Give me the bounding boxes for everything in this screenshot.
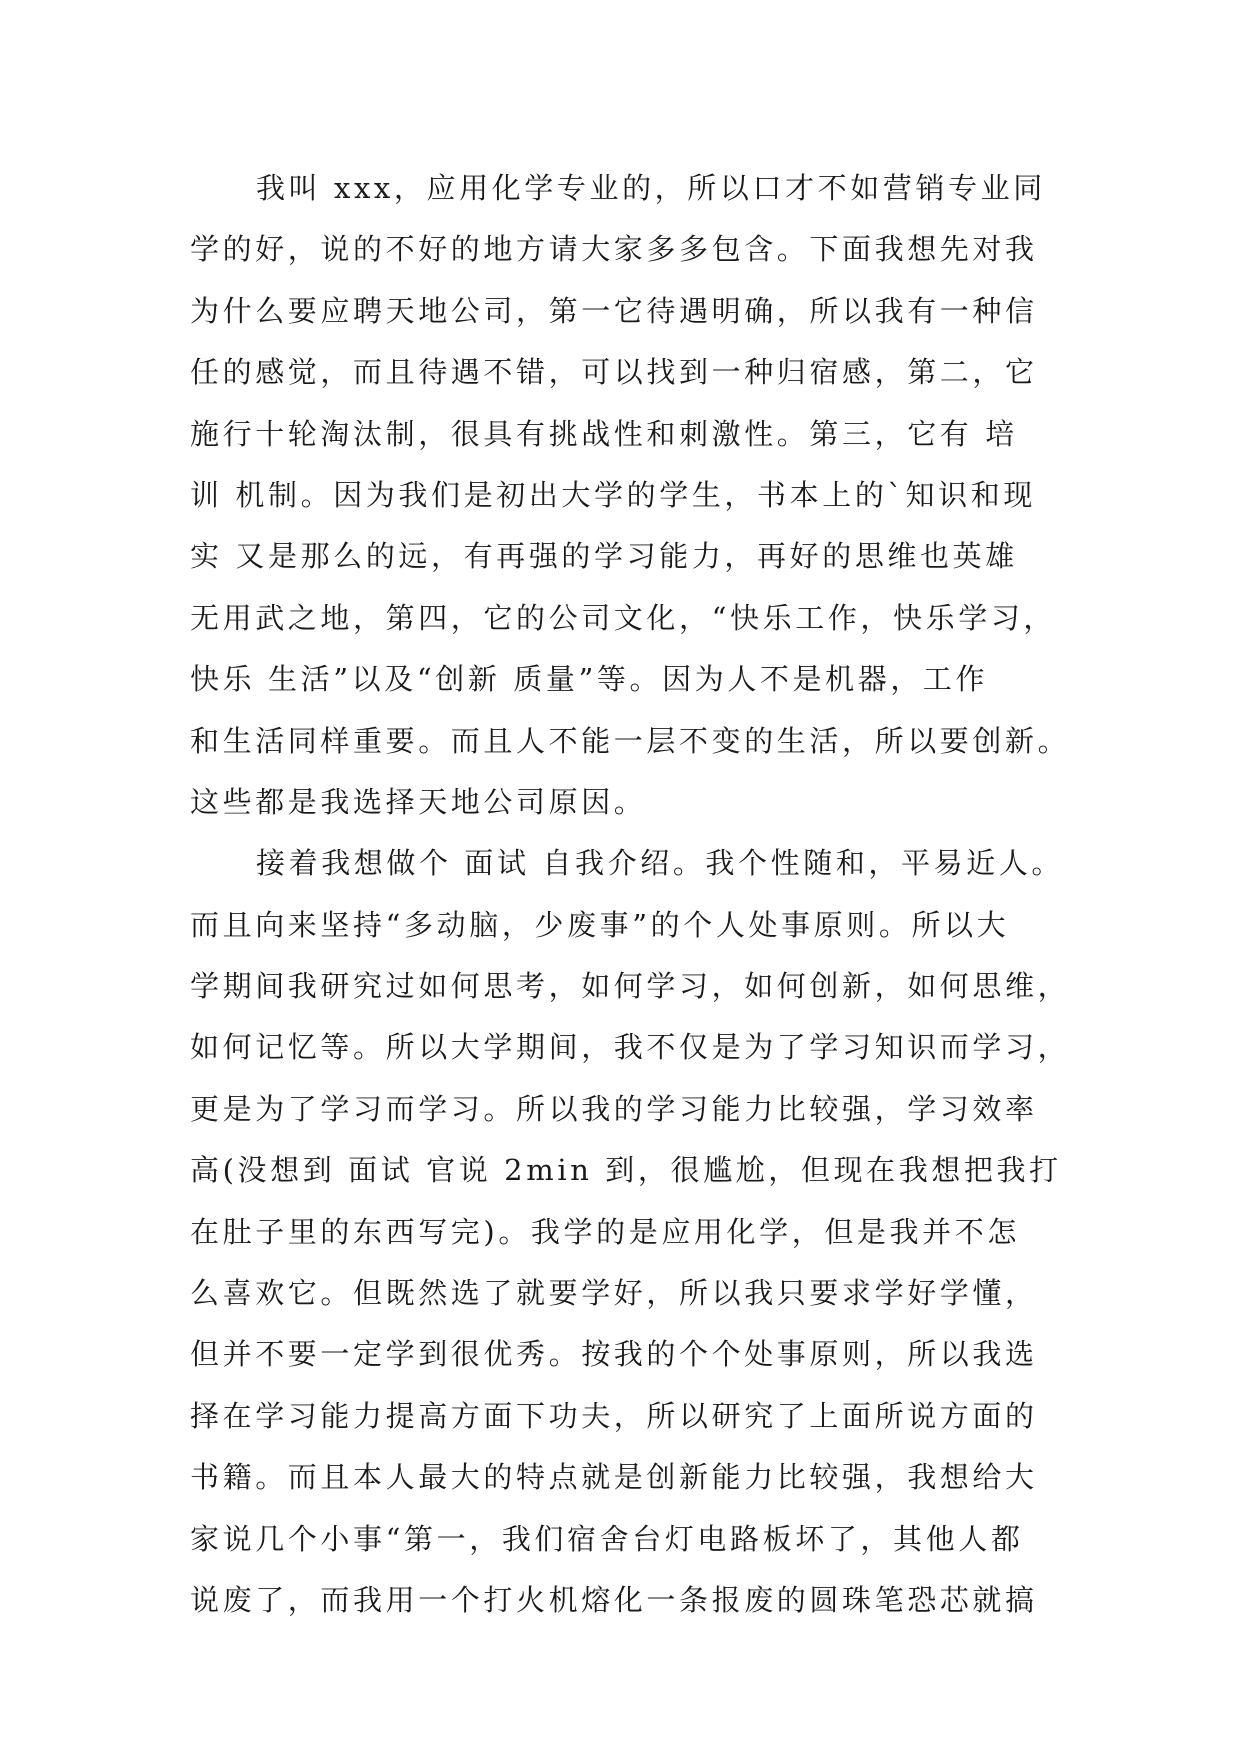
- paragraph-line: 实 又是那么的远，有再强的学习能力，再好的思维也英雄: [190, 539, 1018, 574]
- paragraph-line: 训 机制。因为我们是初出大学的学生，书本上的`知识和现: [190, 477, 1036, 512]
- paragraph-line: 如何记忆等。所以大学期间，我不仅是为了学习知识而学习，: [190, 1030, 1071, 1065]
- paragraph-2: [190, 833, 1071, 1631]
- paragraph-1: [190, 158, 1071, 833]
- paragraph-line: 在肚子里的东西写完)。我学的是应用化学，但是我并不怎: [190, 1214, 1020, 1249]
- paragraph-line: 这些都是我选择天地公司原因。: [190, 784, 647, 819]
- paragraph-line: 学的好，说的不好的地方请大家多多包含。下面我想先对我: [190, 232, 1038, 267]
- paragraph-line: 接着我想做个 面试 自我介绍。我个性随和，平易近人。: [256, 846, 1065, 881]
- paragraph-line: 我叫 xxx，应用化学专业的，所以口才不如营销专业同: [256, 171, 1046, 205]
- paragraph-line: 而且向来坚持“多动脑，少废事”的个人处事原则。所以大: [190, 907, 1010, 942]
- paragraph-line: 学期间我研究过如何思考，如何学习，如何创新，如何思维，: [190, 969, 1071, 1004]
- paragraph-line: 快乐 生活”以及“创新 质量”等。因为人不是机器，工作: [190, 662, 989, 697]
- paragraph-line: 说废了，而我用一个打火机熔化一条报废的圆珠笔恐芯就搞: [190, 1582, 1038, 1617]
- paragraph-line: 书籍。而且本人最大的特点就是创新能力比较强，我想给大: [190, 1460, 1038, 1495]
- paragraph-line: 和生活同样重要。而且人不能一层不变的生活，所以要创新。: [190, 723, 1071, 758]
- paragraph-line: 高(没想到 面试 官说 2min 到，很尴尬，但现在我想把我打: [190, 1153, 1062, 1188]
- paragraph-line: 么喜欢它。但既然选了就要学好，所以我只要求学好学懂，: [190, 1276, 1038, 1311]
- body-text: [190, 158, 1071, 1631]
- paragraph-line: 施行十轮淘汰制，很具有挑战性和刺激性。第三，它有 培: [190, 416, 1018, 451]
- paragraph-line: 无用武之地，第四，它的公司文化，“快乐工作，快乐学习，: [190, 600, 1057, 635]
- paragraph-line: 家说几个小事“第一，我们宿舍台灯电路板坏了，其他人都: [190, 1521, 1024, 1556]
- paragraph-line: 择在学习能力提高方面下功夫，所以研究了上面所说方面的: [190, 1398, 1038, 1433]
- paragraph-line: 任的感觉，而且待遇不错，可以找到一种归宿感，第二，它: [190, 355, 1038, 390]
- paragraph-line: 更是为了学习而学习。所以我的学习能力比较强，学习效率: [190, 1091, 1038, 1126]
- paragraph-line: 但并不要一定学到很优秀。按我的个个处事原则，所以我选: [190, 1337, 1038, 1372]
- paragraph-line: 为什么要应聘天地公司，第一它待遇明确，所以我有一种信: [190, 293, 1038, 328]
